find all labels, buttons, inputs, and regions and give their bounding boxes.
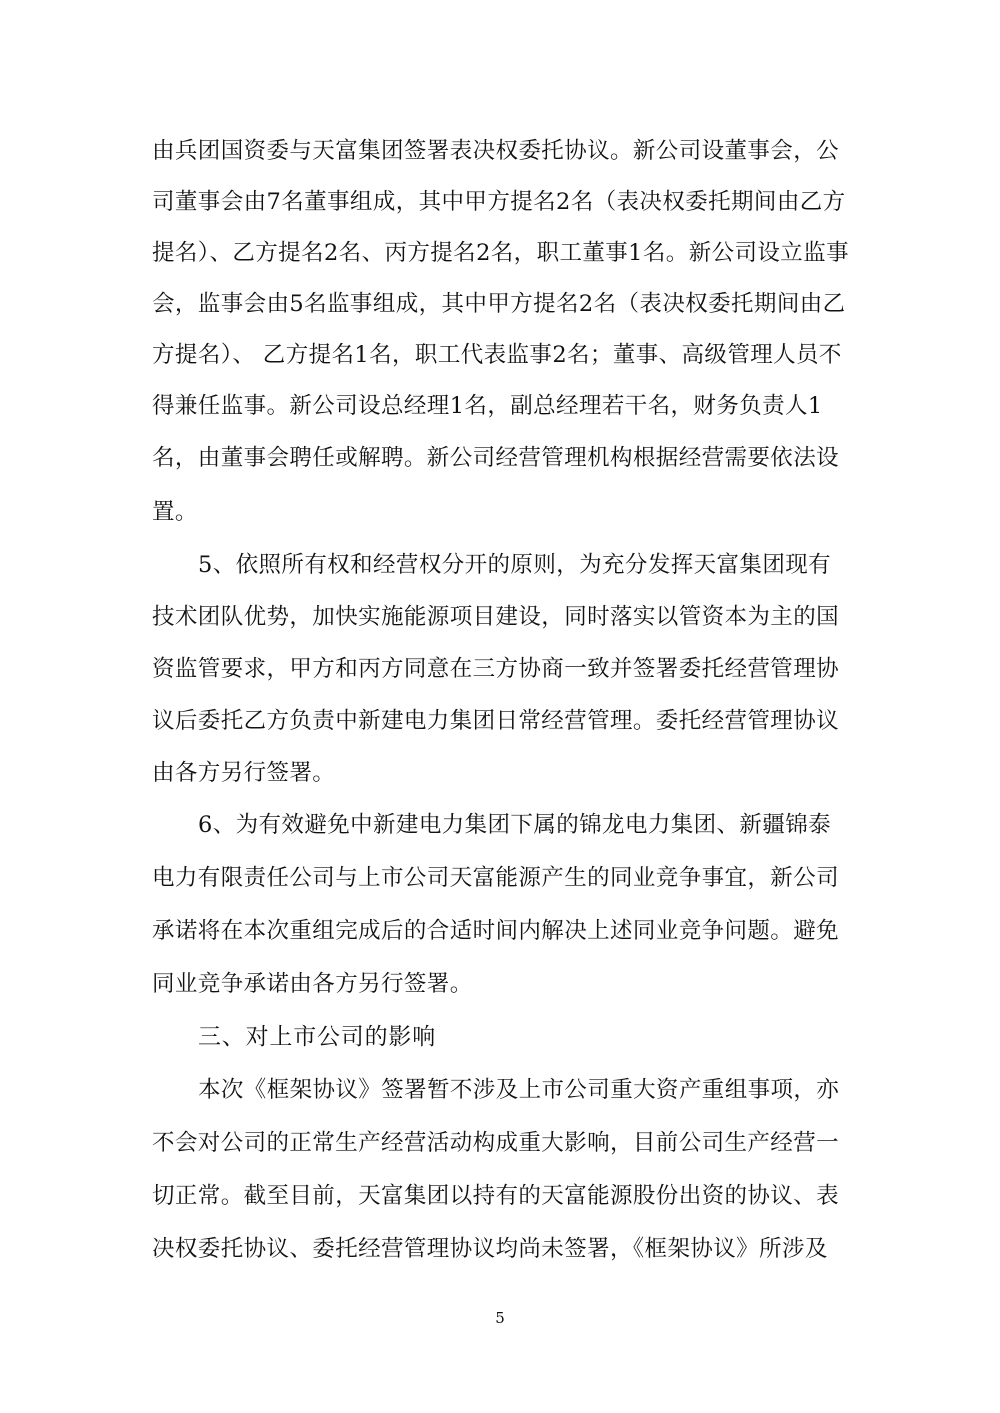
text-line: 由兵团国资委与天富集团签署表决权委托协议。新公司设董事会，公 (152, 138, 840, 164)
text-line: 同业竞争承诺由各方另行签署。 (152, 971, 473, 997)
text-line: 承诺将在本次重组完成后的合适时间内解决上述同业竞争问题。避免 (152, 918, 840, 944)
page-number: 5 (495, 1309, 505, 1327)
text-line: 方提名）、 乙方提名1名，职工代表监事2名；董事、高级管理人员不 (152, 342, 842, 368)
text-line: 技术团队优势，加快实施能源项目建设，同时落实以管资本为主的国 (152, 604, 840, 630)
text-line: 置。 (152, 499, 198, 525)
text-line: 提名）、乙方提名2名、丙方提名2名，职工董事1名。新公司设立监事 (152, 240, 849, 266)
text-line: 会，监事会由5名监事组成，其中甲方提名2名（表决权委托期间由乙 (152, 291, 846, 317)
paragraph-first-line: 5、依照所有权和经营权分开的原则，为充分发挥天富集团现有 (198, 552, 832, 578)
text-line: 决权委托协议、委托经营管理协议均尚未签署，《框架协议》所涉及 (152, 1236, 828, 1262)
paragraph-first-line: 6、为有效避免中新建电力集团下属的锦龙电力集团、新疆锦泰 (198, 812, 832, 838)
text-line: 得兼任监事。新公司设总经理1名，副总经理若干名，财务负责人1 (152, 393, 823, 419)
text-line: 名，由董事会聘任或解聘。新公司经营管理机构根据经营需要依法设 (152, 445, 840, 471)
section-heading: 三、对上市公司的影响 (198, 1024, 436, 1050)
text-line: 司董事会由7名董事组成，其中甲方提名2名（表决权委托期间由乙方 (152, 189, 846, 215)
text-line: 由各方另行签署。 (152, 760, 336, 786)
text-line: 电力有限责任公司与上市公司天富能源产生的同业竞争事宜，新公司 (152, 865, 840, 891)
text-line: 不会对公司的正常生产经营活动构成重大影响，目前公司生产经营一 (152, 1130, 840, 1156)
text-line: 切正常。截至目前，天富集团以持有的天富能源股份出资的协议、表 (152, 1183, 840, 1209)
text-line: 议后委托乙方负责中新建电力集团日常经营管理。委托经营管理协议 (152, 708, 840, 734)
text-line: 资监管要求，甲方和丙方同意在三方协商一致并签署委托经营管理协 (152, 656, 840, 682)
paragraph-first-line: 本次《框架协议》签署暂不涉及上市公司重大资产重组事项，亦 (198, 1077, 840, 1103)
